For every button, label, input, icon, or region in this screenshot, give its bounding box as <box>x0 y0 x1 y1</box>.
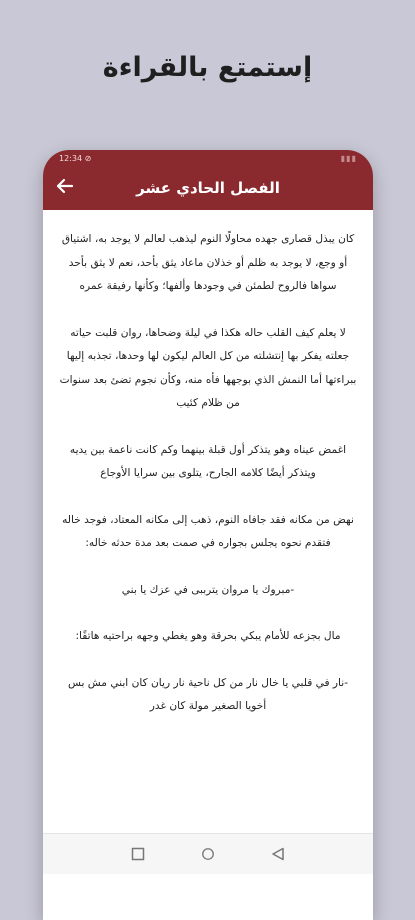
paragraph: نهض من مكانه فقد جافاه النوم، ذهب إلى مكانه المعتاد، فوجد خاله فتقدم نحوه يجلس بجواره في صمت بعد مدة حدثه خاله: <box>62 513 354 549</box>
paragraph: اغمض عيناه وهو يتذكر أول قبلة بينهما وكم كانت ناعمة بين يديه ويتذكر أيضًا كلامه الجارح، يتلوى بين سرايا الأوجاع <box>69 443 347 479</box>
paragraph: -نار في قلبي يا خال نار من كل ناحية نار ريان كان ابني مش بس أخويا الصغير مولة كان غدر <box>67 676 349 712</box>
phone-frame <box>43 150 373 920</box>
paragraph: كان يبذل قصارى جهده محاولًا النوم ليذهب لعالم لا يوجد به، اشتياق أو وجع، لا يوجد به ظلم أو خذلان ماعاد يثق بأحد، نعم لا يثق بأحد سواها فالروح لطمئن في وجودها وألفها؛ وكأنها رفيقة عمره <box>61 233 355 292</box>
paragraph: -مبروك يا مروان يترببى في عزك يا بني <box>121 583 295 596</box>
paragraph: مال بجزعه للأمام يبكي بحرقة وهو يغطي وجهه براحتيه هاتفًا: <box>75 630 341 642</box>
arrow-back-icon[interactable] <box>53 176 77 200</box>
status-bar <box>43 150 373 166</box>
square-icon[interactable] <box>131 847 145 861</box>
triangle-icon[interactable] <box>271 847 285 861</box>
chapter-title: الفصل الحادي عشر <box>136 179 280 197</box>
status-icons: ▮▮▮ <box>340 153 357 163</box>
paragraph: لا يعلم كيف القلب حاله هكذا في ليلة وضحاها، روان قلبت حياته جعلته يفكر بها إنتشلته من كل العالم ليكون لها وحدها، تجذبه إليها ببراءتها أما النمش الذي بوجهها فأه منه، وكأن نجوم تضئ بعد سنوات من ظلام كئيب <box>59 326 357 409</box>
promo-title: إستمتع بالقراءة <box>102 52 313 83</box>
circle-icon[interactable] <box>201 847 215 861</box>
chapter-content[interactable] <box>43 210 373 719</box>
app-bar <box>43 166 373 210</box>
system-nav-bar <box>43 833 373 874</box>
status-time: 12:34 ⊘ <box>59 153 92 163</box>
